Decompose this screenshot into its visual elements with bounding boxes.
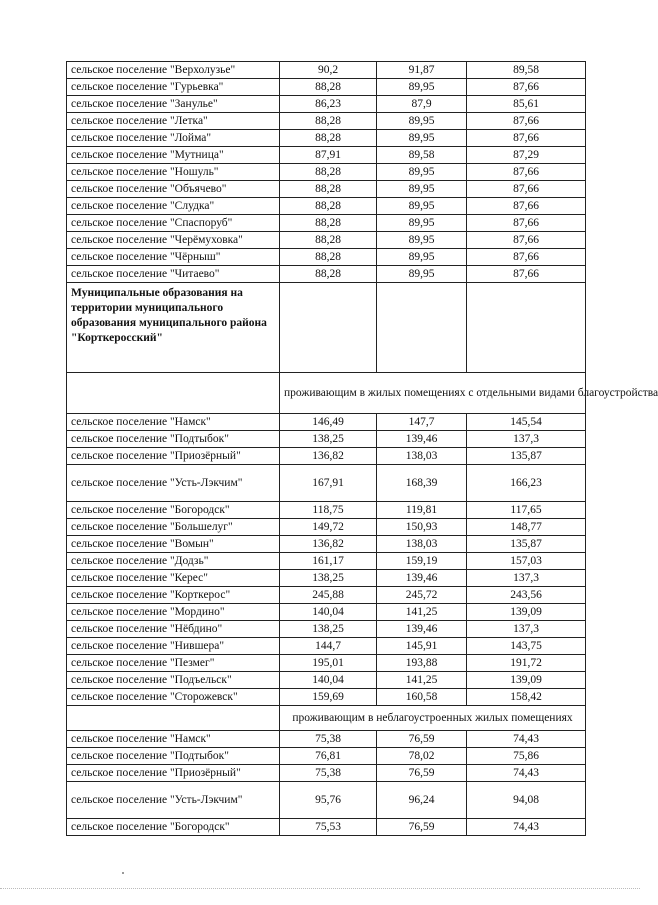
settlement-name-cell: сельское поселение "Мордино" (67, 604, 280, 621)
tariff-value-cell-1: 88,28 (280, 181, 377, 198)
settlement-name-cell: сельское поселение "Приозёрный" (67, 765, 280, 782)
table-row (67, 587, 586, 604)
table-row (67, 502, 586, 519)
tariff-value-cell-2: 89,95 (377, 249, 467, 266)
table-row (67, 266, 586, 283)
table-row (67, 672, 586, 689)
table-row (67, 638, 586, 655)
table-row (67, 819, 586, 836)
settlement-name-cell: сельское поселение "Богородск" (67, 819, 280, 836)
tariff-value-cell-3: 87,66 (467, 215, 586, 232)
table-row (67, 570, 586, 587)
tariff-value-cell-1: 144,7 (280, 638, 377, 655)
table-row (67, 536, 586, 553)
tariff-value-cell-1: 140,04 (280, 672, 377, 689)
tariff-value-cell-1: 88,28 (280, 215, 377, 232)
tariff-value-cell-2: 138,03 (377, 448, 467, 465)
tariff-value-cell-3: 148,77 (467, 519, 586, 536)
tariff-value-cell-2: 168,39 (377, 465, 467, 502)
table-row (67, 232, 586, 249)
subheader-improved-housing: проживающим в жилых помещениях с отдельными видами благоустройства (280, 373, 586, 414)
tariff-value-cell-3: 87,66 (467, 232, 586, 249)
table-row (67, 621, 586, 638)
settlement-name-cell: сельское поселение "Подъельск" (67, 672, 280, 689)
tariff-value-cell-3: 94,08 (467, 782, 586, 819)
page-fold-line (0, 888, 640, 889)
table-row (67, 414, 586, 431)
tariff-value-cell-2: 89,95 (377, 79, 467, 96)
tariff-value-cell-1: 86,23 (280, 96, 377, 113)
settlement-name-cell: сельское поселение "Слудка" (67, 198, 280, 215)
subheader-improved-housing-row (67, 373, 586, 414)
tariff-value-cell-1: 75,38 (280, 765, 377, 782)
table-row (67, 147, 586, 164)
tariff-value-cell-1: 118,75 (280, 502, 377, 519)
tariff-value-cell-3: 145,54 (467, 414, 586, 431)
tariff-value-cell-2: 245,72 (377, 587, 467, 604)
empty-cell (280, 283, 377, 373)
tariff-table-body (67, 62, 658, 836)
tariff-value-cell-3: 87,66 (467, 249, 586, 266)
empty-cell (67, 373, 280, 414)
tariff-value-cell-2: 138,03 (377, 536, 467, 553)
tariff-value-cell-3: 135,87 (467, 536, 586, 553)
settlement-name-cell: сельское поселение "Чёрныш" (67, 249, 280, 266)
tariff-value-cell-3: 89,58 (467, 62, 586, 79)
table-row (67, 519, 586, 536)
subheader-unimproved-housing-row (67, 706, 586, 731)
section-title: Муниципальные образования на территории муниципального образования муниципального района "Корткеросский" (67, 283, 280, 373)
tariff-value-cell-2: 119,81 (377, 502, 467, 519)
settlement-name-cell: сельское поселение "Спаспоруб" (67, 215, 280, 232)
table-row (67, 782, 586, 819)
tariff-value-cell-2: 159,19 (377, 553, 467, 570)
settlement-name-cell: сельское поселение "Подтыбок" (67, 748, 280, 765)
settlement-name-cell: сельское поселение "Намск" (67, 731, 280, 748)
scan-speck (122, 872, 124, 874)
tariff-value-cell-1: 140,04 (280, 604, 377, 621)
tariff-value-cell-3: 74,43 (467, 819, 586, 836)
tariff-value-cell-3: 143,75 (467, 638, 586, 655)
settlement-name-cell: сельское поселение "Богородск" (67, 502, 280, 519)
settlement-name-cell: сельское поселение "Намск" (67, 414, 280, 431)
settlement-name-cell: сельское поселение "Лойма" (67, 130, 280, 147)
table-row (67, 181, 586, 198)
tariff-value-cell-1: 159,69 (280, 689, 377, 706)
subheader-unimproved-housing: проживающим в неблагоустроенных жилых помещениях (280, 706, 586, 731)
tariff-value-cell-2: 141,25 (377, 604, 467, 621)
tariff-value-cell-2: 96,24 (377, 782, 467, 819)
tariff-value-cell-2: 147,7 (377, 414, 467, 431)
tariff-value-cell-3: 157,03 (467, 553, 586, 570)
settlement-name-cell: сельское поселение "Черёмуховка" (67, 232, 280, 249)
tariff-value-cell-2: 89,95 (377, 198, 467, 215)
tariff-value-cell-2: 89,95 (377, 181, 467, 198)
table-row (67, 431, 586, 448)
settlement-name-cell: сельское поселение "Усть-Лэкчим" (67, 782, 280, 819)
settlement-name-cell: сельское поселение "Читаево" (67, 266, 280, 283)
tariff-value-cell-3: 87,66 (467, 181, 586, 198)
tariff-value-cell-1: 146,49 (280, 414, 377, 431)
tariff-value-cell-1: 88,28 (280, 198, 377, 215)
tariff-value-cell-1: 95,76 (280, 782, 377, 819)
tariff-value-cell-2: 89,95 (377, 113, 467, 130)
settlement-name-cell: сельское поселение "Вомын" (67, 536, 280, 553)
table-row (67, 79, 586, 96)
tariff-value-cell-3: 74,43 (467, 765, 586, 782)
settlement-name-cell: сельское поселение "Мутница" (67, 147, 280, 164)
tariff-value-cell-2: 89,95 (377, 232, 467, 249)
table-row (67, 553, 586, 570)
tariff-value-cell-3: 87,66 (467, 79, 586, 96)
tariff-value-cell-2: 89,95 (377, 164, 467, 181)
tariff-value-cell-2: 139,46 (377, 621, 467, 638)
tariff-value-cell-2: 160,58 (377, 689, 467, 706)
table-row (67, 765, 586, 782)
table-row (67, 130, 586, 147)
settlement-name-cell: сельское поселение "Ношуль" (67, 164, 280, 181)
tariff-value-cell-1: 167,91 (280, 465, 377, 502)
tariff-value-cell-2: 89,95 (377, 266, 467, 283)
tariff-value-cell-1: 88,28 (280, 249, 377, 266)
tariff-value-cell-2: 76,59 (377, 819, 467, 836)
settlement-name-cell: сельское поселение "Сторожевск" (67, 689, 280, 706)
settlement-name-cell: сельское поселение "Пезмег" (67, 655, 280, 672)
tariff-value-cell-2: 145,91 (377, 638, 467, 655)
tariff-value-cell-3: 87,66 (467, 266, 586, 283)
settlement-name-cell: сельское поселение "Нившера" (67, 638, 280, 655)
settlement-name-cell: сельское поселение "Керес" (67, 570, 280, 587)
tariff-value-cell-2: 87,9 (377, 96, 467, 113)
table-row (67, 731, 586, 748)
tariff-value-cell-3: 137,3 (467, 570, 586, 587)
table-row (67, 215, 586, 232)
tariff-value-cell-1: 75,53 (280, 819, 377, 836)
tariff-value-cell-3: 158,42 (467, 689, 586, 706)
settlement-name-cell: сельское поселение "Объячево" (67, 181, 280, 198)
tariff-value-cell-2: 76,59 (377, 765, 467, 782)
table-row (67, 249, 586, 266)
tariff-value-cell-3: 191,72 (467, 655, 586, 672)
tariff-value-cell-1: 138,25 (280, 570, 377, 587)
table-row (67, 198, 586, 215)
tariff-value-cell-3: 85,61 (467, 96, 586, 113)
tariff-value-cell-2: 91,87 (377, 62, 467, 79)
tariff-value-cell-2: 139,46 (377, 570, 467, 587)
tariff-value-cell-2: 89,58 (377, 147, 467, 164)
tariff-value-cell-3: 139,09 (467, 672, 586, 689)
tariff-value-cell-3: 166,23 (467, 465, 586, 502)
tariff-value-cell-3: 137,3 (467, 431, 586, 448)
tariff-value-cell-3: 87,29 (467, 147, 586, 164)
settlement-name-cell: сельское поселение "Усть-Лэкчим" (67, 465, 280, 502)
settlement-name-cell: сельское поселение "Корткерос" (67, 587, 280, 604)
tariff-value-cell-2: 141,25 (377, 672, 467, 689)
settlement-name-cell: сельское поселение "Занулье" (67, 96, 280, 113)
tariff-value-cell-1: 90,2 (280, 62, 377, 79)
settlement-name-cell: сельское поселение "Подтыбок" (67, 431, 280, 448)
tariff-value-cell-2: 193,88 (377, 655, 467, 672)
section-header-row (67, 283, 586, 373)
tariff-value-cell-1: 88,28 (280, 79, 377, 96)
table-row (67, 448, 586, 465)
settlement-name-cell: сельское поселение "Верхолузье" (67, 62, 280, 79)
empty-cell (467, 283, 586, 373)
tariff-value-cell-1: 88,28 (280, 113, 377, 130)
table-row (67, 748, 586, 765)
tariff-value-cell-1: 88,28 (280, 130, 377, 147)
table-row (67, 62, 586, 79)
settlement-name-cell: сельское поселение "Нёбдино" (67, 621, 280, 638)
tariff-value-cell-1: 161,17 (280, 553, 377, 570)
table-row (67, 655, 586, 672)
tariff-value-cell-2: 89,95 (377, 215, 467, 232)
tariff-value-cell-2: 76,59 (377, 731, 467, 748)
table-row (67, 96, 586, 113)
settlement-name-cell: сельское поселение "Приозёрный" (67, 448, 280, 465)
table-row (67, 164, 586, 181)
tariff-value-cell-2: 139,46 (377, 431, 467, 448)
tariff-value-cell-3: 135,87 (467, 448, 586, 465)
tariff-value-cell-3: 137,3 (467, 621, 586, 638)
tariff-value-cell-1: 136,82 (280, 448, 377, 465)
tariff-value-cell-3: 75,86 (467, 748, 586, 765)
table-row (67, 113, 586, 130)
tariff-value-cell-3: 87,66 (467, 198, 586, 215)
tariff-value-cell-3: 243,56 (467, 587, 586, 604)
empty-cell (67, 706, 280, 731)
tariff-value-cell-3: 74,43 (467, 731, 586, 748)
settlement-name-cell: сельское поселение "Большелуг" (67, 519, 280, 536)
tariff-value-cell-3: 87,66 (467, 164, 586, 181)
tariff-value-cell-1: 195,01 (280, 655, 377, 672)
tariff-value-cell-3: 139,09 (467, 604, 586, 621)
tariff-value-cell-1: 138,25 (280, 431, 377, 448)
tariff-value-cell-1: 88,28 (280, 266, 377, 283)
tariff-value-cell-3: 87,66 (467, 130, 586, 147)
tariff-table (66, 61, 658, 836)
tariff-value-cell-1: 88,28 (280, 164, 377, 181)
tariff-value-cell-1: 75,38 (280, 731, 377, 748)
settlement-name-cell: сельское поселение "Додзь" (67, 553, 280, 570)
tariff-value-cell-1: 76,81 (280, 748, 377, 765)
tariff-value-cell-2: 89,95 (377, 130, 467, 147)
tariff-value-cell-1: 149,72 (280, 519, 377, 536)
table-row (67, 689, 586, 706)
tariff-value-cell-3: 117,65 (467, 502, 586, 519)
tariff-value-cell-2: 150,93 (377, 519, 467, 536)
tariff-value-cell-3: 87,66 (467, 113, 586, 130)
table-row (67, 465, 586, 502)
tariff-value-cell-1: 245,88 (280, 587, 377, 604)
tariff-value-cell-1: 138,25 (280, 621, 377, 638)
empty-cell (377, 283, 467, 373)
settlement-name-cell: сельское поселение "Гурьевка" (67, 79, 280, 96)
tariff-value-cell-1: 87,91 (280, 147, 377, 164)
tariff-value-cell-2: 78,02 (377, 748, 467, 765)
tariff-value-cell-1: 88,28 (280, 232, 377, 249)
tariff-value-cell-1: 136,82 (280, 536, 377, 553)
settlement-name-cell: сельское поселение "Летка" (67, 113, 280, 130)
table-row (67, 604, 586, 621)
